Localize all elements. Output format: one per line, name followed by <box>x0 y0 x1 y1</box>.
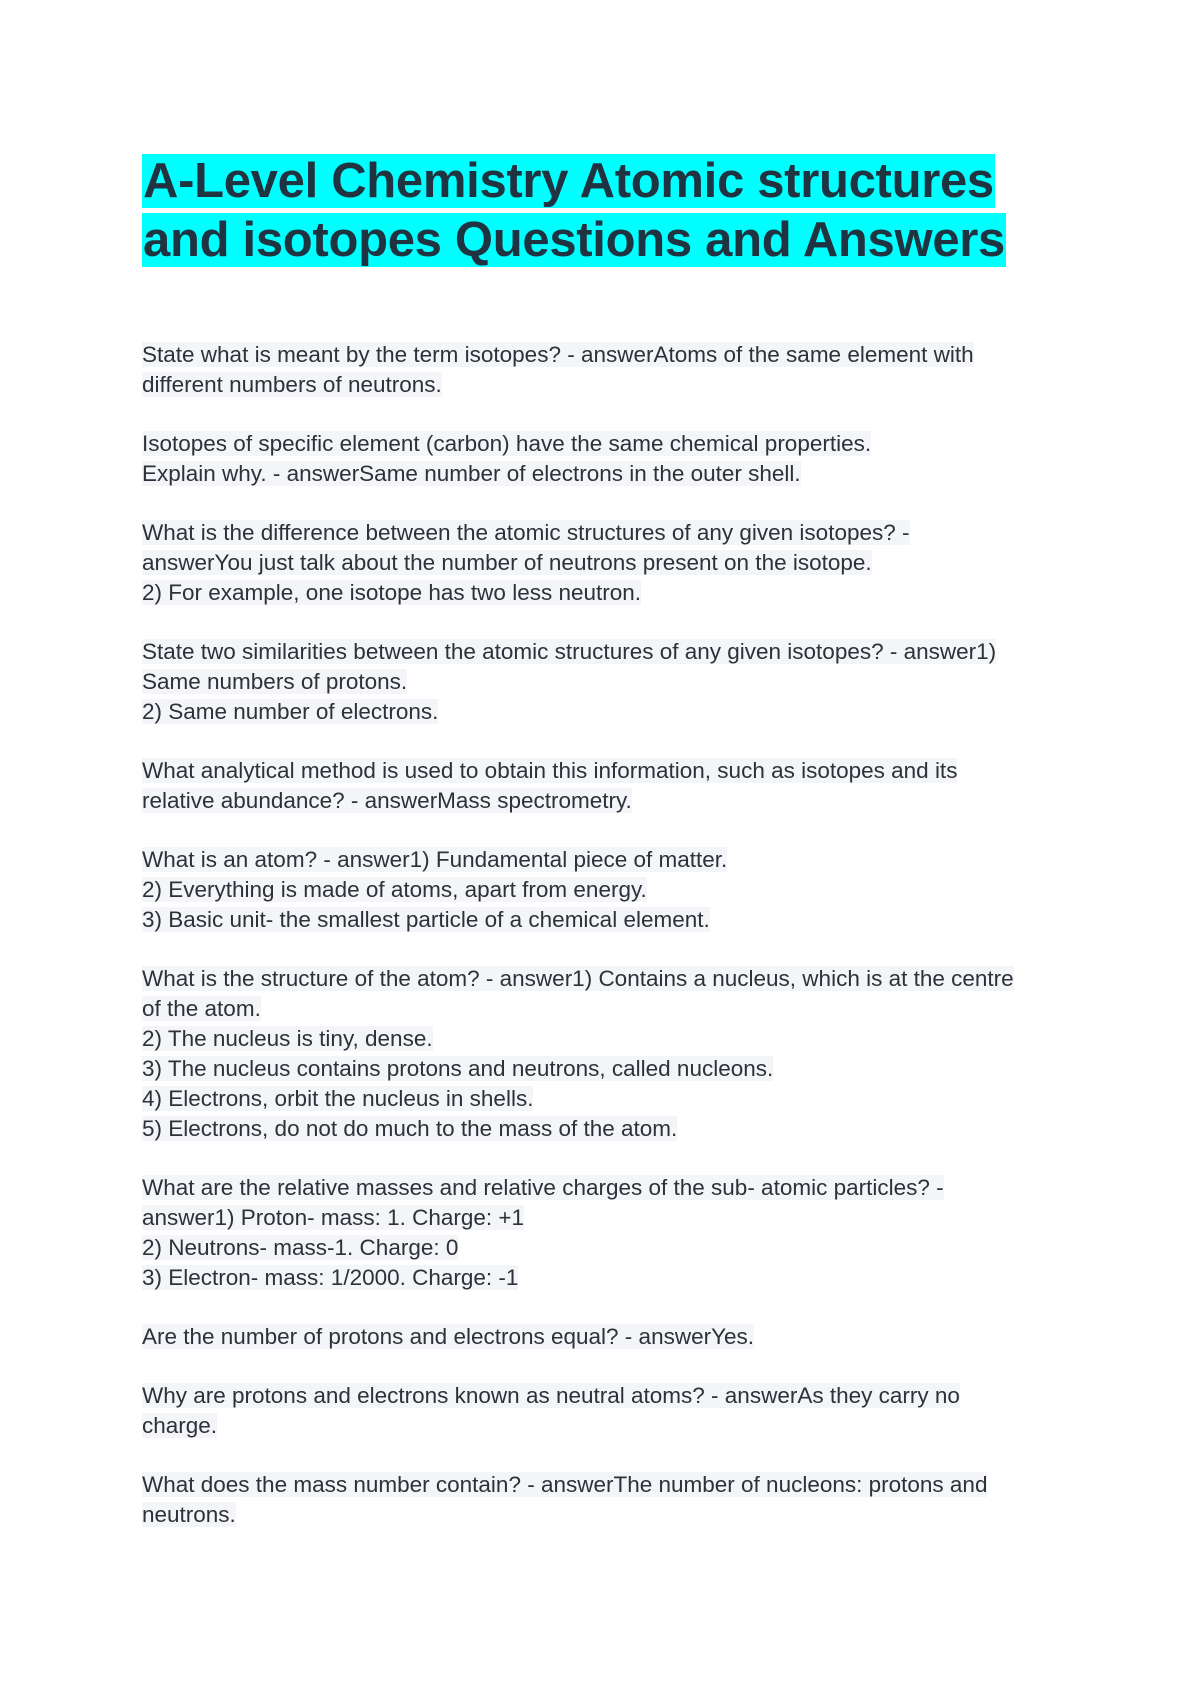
qa-line <box>142 1470 1072 1500</box>
qa-line <box>142 637 1072 667</box>
qa-line-text: charge. <box>142 1413 218 1438</box>
qa-line <box>142 667 1072 697</box>
qa-line-text: What is the structure of the atom? - answer1) Contains a nucleus, which is at the centre <box>142 966 1014 991</box>
qa-line-text: neutrons. <box>142 1502 236 1527</box>
qa-line <box>142 994 1072 1024</box>
qa-line-text: answer1) Proton- mass: 1. Charge: +1 <box>142 1205 525 1230</box>
qa-line-text: 5) Electrons, do not do much to the mass of the atom. <box>142 1116 678 1141</box>
qa-line-text: Explain why. - answerSame number of electrons in the outer shell. <box>142 461 801 486</box>
qa-line <box>142 756 1072 786</box>
qa-item <box>142 637 1072 727</box>
qa-line-text: Are the number of protons and electrons equal? - answerYes. <box>142 1324 755 1349</box>
qa-item <box>142 964 1072 1144</box>
qa-line <box>142 1054 1072 1084</box>
qa-line <box>142 845 1072 875</box>
qa-line-text: different numbers of neutrons. <box>142 372 442 397</box>
qa-list <box>142 340 1072 1530</box>
qa-item <box>142 756 1072 816</box>
qa-line <box>142 1024 1072 1054</box>
qa-line <box>142 1114 1072 1144</box>
qa-line <box>142 1233 1072 1263</box>
qa-item <box>142 518 1072 608</box>
qa-line <box>142 518 1072 548</box>
document-title-line-2: and isotopes Questions and Answers <box>143 213 1005 267</box>
qa-item <box>142 1322 1072 1352</box>
qa-item <box>142 429 1072 489</box>
qa-item <box>142 1173 1072 1293</box>
qa-line-text: Why are protons and electrons known as neutral atoms? - answerAs they carry no <box>142 1383 960 1408</box>
qa-line <box>142 875 1072 905</box>
qa-line-text: 3) Electron- mass: 1/2000. Charge: -1 <box>142 1265 519 1290</box>
qa-line <box>142 1500 1072 1530</box>
qa-line <box>142 1411 1072 1441</box>
qa-line-text: What is an atom? - answer1) Fundamental piece of matter. <box>142 847 728 872</box>
qa-line-text: 2) Everything is made of atoms, apart from energy. <box>142 877 647 902</box>
qa-item <box>142 845 1072 935</box>
qa-item <box>142 1381 1072 1441</box>
qa-line-text: State two similarities between the atomic structures of any given isotopes? - answer1) <box>142 639 997 664</box>
qa-line <box>142 1322 1072 1352</box>
qa-line <box>142 370 1072 400</box>
qa-line-text: answerYou just talk about the number of neutrons present on the isotope. <box>142 550 872 575</box>
document-title-line-1: A-Level Chemistry Atomic structures <box>143 154 994 208</box>
qa-line <box>142 905 1072 935</box>
qa-line <box>142 964 1072 994</box>
qa-line <box>142 786 1072 816</box>
qa-line-text: 4) Electrons, orbit the nucleus in shells. <box>142 1086 534 1111</box>
qa-line-text: 3) The nucleus contains protons and neutrons, called nucleons. <box>142 1056 774 1081</box>
qa-line <box>142 429 1072 459</box>
qa-line <box>142 1084 1072 1114</box>
qa-line <box>142 1173 1072 1203</box>
qa-line-text: What is the difference between the atomic structures of any given isotopes? - <box>142 520 910 545</box>
qa-line <box>142 1203 1072 1233</box>
qa-line <box>142 697 1072 727</box>
qa-line <box>142 340 1072 370</box>
qa-line-text: State what is meant by the term isotopes? - answerAtoms of the same element with <box>142 342 974 367</box>
qa-line <box>142 548 1072 578</box>
document-title <box>142 152 1072 270</box>
qa-line-text: of the atom. <box>142 996 261 1021</box>
qa-line <box>142 459 1072 489</box>
qa-line-text: 2) The nucleus is tiny, dense. <box>142 1026 433 1051</box>
qa-item <box>142 340 1072 400</box>
qa-line-text: Isotopes of specific element (carbon) have the same chemical properties. <box>142 431 872 456</box>
qa-line <box>142 1263 1072 1293</box>
document-page <box>142 152 1072 1559</box>
qa-line-text: 3) Basic unit- the smallest particle of a chemical element. <box>142 907 710 932</box>
qa-line-text: 2) Same number of electrons. <box>142 699 439 724</box>
qa-line-text: Same numbers of protons. <box>142 669 408 694</box>
qa-line-text: relative abundance? - answerMass spectrometry. <box>142 788 632 813</box>
qa-line <box>142 1381 1072 1411</box>
qa-line-text: What does the mass number contain? - answerThe number of nucleons: protons and <box>142 1472 988 1497</box>
qa-line-text: 2) For example, one isotope has two less neutron. <box>142 580 642 605</box>
qa-line-text: What analytical method is used to obtain this information, such as isotopes and its <box>142 758 958 783</box>
qa-line <box>142 578 1072 608</box>
qa-item <box>142 1470 1072 1530</box>
qa-line-text: What are the relative masses and relative charges of the sub- atomic particles? - <box>142 1175 944 1200</box>
qa-line-text: 2) Neutrons- mass-1. Charge: 0 <box>142 1235 459 1260</box>
